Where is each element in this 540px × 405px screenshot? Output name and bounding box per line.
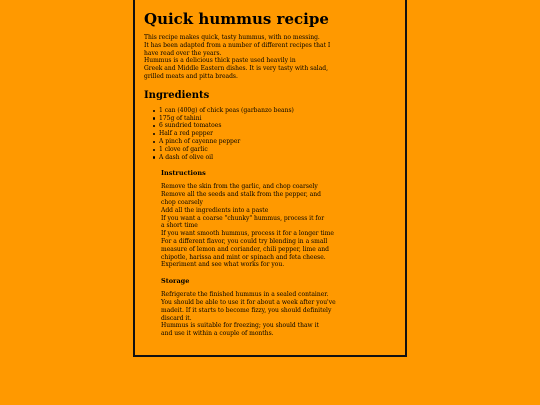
instruction-line: Remove all the seeds and stalk from the pepper, and [161,191,321,199]
instructions-section [161,169,402,338]
instructions-heading: Instructions [161,169,206,178]
list-item: 1 can (400g) of chick peas (garbanzo beans) [159,107,402,115]
recipe-page [133,0,407,357]
storage-line: You should be able to use it for about a week after you've [161,298,336,306]
instruction-line: chipotle, harissa and mint or spinach and feta cheese. [161,253,326,261]
page-title: Quick hummus recipe [144,10,329,28]
list-item: 175g of tahini [159,115,402,123]
storage-text [161,291,402,338]
instruction-line: For a different flavor, you could try blending in a small [161,237,328,245]
storage-line: discard it. [161,314,192,322]
storage-line: Hummus is suitable for freezing; you should thaw it [161,322,319,330]
intro-line: grilled meats and pitta breads. [144,72,238,80]
list-item: A pinch of cayenne pepper [159,138,402,146]
list-item: 1 clove of garlic [159,146,402,154]
storage-line: madeit. If it starts to become fizzy, you should definitely [161,306,332,314]
ingredients-list [144,107,402,162]
intro-line: Hummus is a delicious thick paste used heavily in [144,57,296,65]
storage-heading: Storage [161,277,190,286]
list-item: Half a red pepper [159,130,402,138]
intro-line: This recipe makes quick, tasty hummus, with no messing. [144,34,320,41]
intro-text [144,34,402,81]
intro-line: Greek and Middle Eastern dishes. It is very tasty with salad, [144,65,329,73]
instructions-text [161,183,402,269]
instruction-line: Add all the ingredients into a paste [161,206,269,214]
instruction-line: chop coarsely [161,198,203,206]
ingredients-heading: Ingredients [144,89,210,101]
intro-line: It has been adapted from a number of different recipes that I [144,41,331,49]
instruction-line: Remove the skin from the garlic, and chop coarsely [161,183,318,191]
instruction-line: If you want a coarse "chunky" hummus, process it for [161,214,325,222]
storage-line: and use it within a couple of months. [161,330,274,338]
storage-line: Refrigerate the finished hummus in a sealed container. [161,291,329,299]
list-item: A dash of olive oil [159,154,402,162]
instruction-line: measure of lemon and coriander, chili pepper, lime and [161,245,329,253]
list-item: 6 sundried tomatoes [159,122,402,130]
instruction-line: a short time [161,222,198,230]
instruction-line: If you want smooth hummus, process it for a longer time [161,230,334,238]
instruction-line: Experiment and see what works for you. [161,261,285,269]
recipe-content [144,0,402,338]
intro-line: have read over the years. [144,49,222,57]
